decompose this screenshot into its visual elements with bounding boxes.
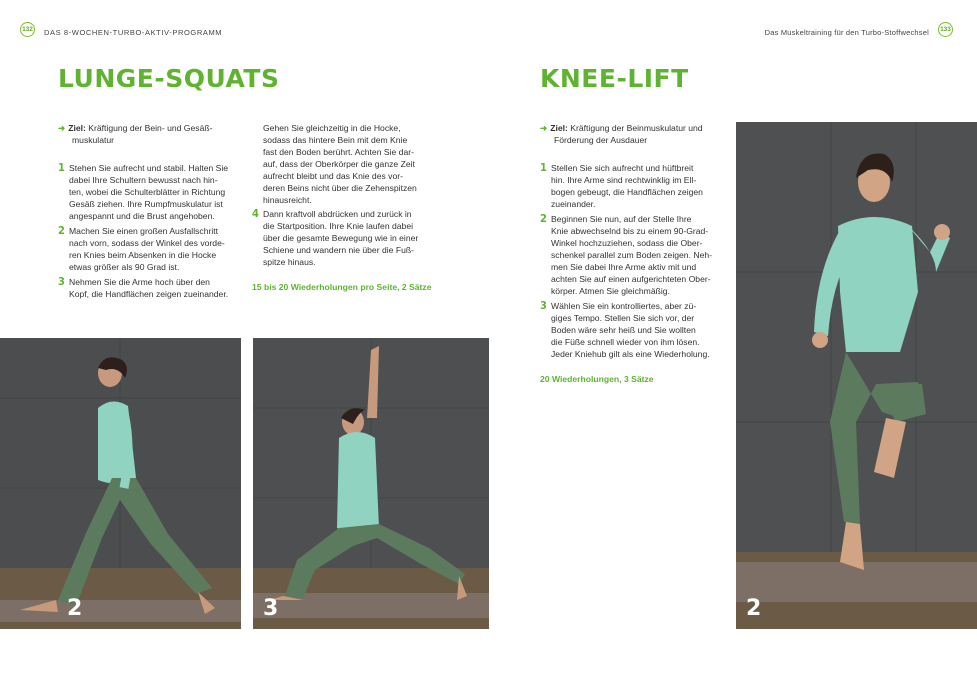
exercise-title-lunge-squats: LUNGE-SQUATS	[58, 64, 280, 93]
arrow-right-icon: ➜	[540, 123, 548, 133]
step-continuation: Gehen Sie gleichzeitig in die Hocke, sodass das hintere Bein mit dem Knie fast den Boden berührt. Achten Sie dar- auf, dass der Oberkörper die ganze Zeit aufrecht bleibt und das Knie des vor- deren Beins nicht über die Zehenspitzen hinausreicht.	[263, 123, 417, 205]
steps-column-1	[58, 162, 248, 300]
photo-step-label: 3	[263, 596, 279, 621]
page-number-badge: 132	[20, 22, 35, 37]
exercise-goal: ➜ Ziel: Kräftigung der Beinmuskulatur und Förderung der Ausdauer	[540, 123, 703, 145]
running-header-right: Das Muskeltraining für den Turbo-Stoffwechsel	[764, 28, 929, 37]
exercise-photo-step-3	[253, 338, 489, 629]
step-item: 1 Stehen Sie aufrecht und stabil. Halten Sie dabei Ihre Schultern bewusst nach hin- ten, wobei die Schulterblätter in Richtung Gesäß ziehen. Ihre Rumpfmuskulatur ist angespannt und die Brust angehoben.	[58, 161, 229, 221]
running-header-left: DAS 8-WOCHEN-TURBO-AKTIV-PROGRAMM	[44, 28, 223, 37]
step-item: 3 Wählen Sie ein kontrolliertes, aber zü- giges Tempo. Stellen Sie sich vor, der Boden wäre sehr heiß und Sie wollten die Füße schnell wieder von ihm lösen. Jeder Kniehub gilt als eine Wiederholung.	[540, 299, 710, 359]
step-item: 2 Machen Sie einen großen Ausfallschritt nach vorn, sodass der Winkel des vorde- ren Knies beim Absenken in die Hocke etwas größer als 90 Grad ist.	[58, 224, 225, 272]
repetitions-note: 15 bis 20 Wiederholungen pro Seite, 2 Sätze	[252, 282, 432, 292]
step-item: 3 Nehmen Sie die Arme hoch über den Kopf, die Handflächen zeigen zueinander.	[58, 275, 229, 299]
photo-step-label: 2	[67, 596, 83, 621]
page-number-badge-right: 133	[938, 22, 953, 37]
repetitions-note: 20 Wiederholungen, 3 Sätze	[540, 374, 654, 384]
steps-column-2	[252, 122, 452, 292]
exercise-photo-knee-lift	[736, 122, 977, 629]
exercise-photo-step-2	[0, 338, 241, 629]
steps-column	[540, 162, 730, 384]
arrow-right-icon: ➜	[58, 123, 66, 133]
photo-step-label: 2	[746, 596, 762, 621]
step-item: 4 Dann kraftvoll abdrücken und zurück in die Startposition. Ihre Knie laufen dabei über die gesamte Bewegung wie in einer Schiene und wandern nie über die Fuß- spitze hinaus.	[252, 207, 419, 267]
step-item: 1 Stellen Sie sich aufrecht und hüftbreit hin. Ihre Arme sind rechtwinklig im Ell- bogen gebeugt, die Handflächen zeigen zueinander.	[540, 161, 703, 209]
step-item: 2 Beginnen Sie nun, auf der Stelle Ihre Knie abwechselnd bis zu einem 90-Grad- Winkel hochzuziehen, sodass die Ober- schenkel parallel zum Boden zeigen. Neh- men Sie dabei Ihre Arme aktiv mit und achten Sie auf einen aufgerichteten Ober- körper. Atmen Sie gleichmäßig.	[540, 212, 712, 296]
exercise-title-knee-lift: KNEE-LIFT	[540, 64, 689, 93]
exercise-goal: ➜ Ziel: Kräftigung der Bein- und Gesäß- muskulatur	[58, 123, 213, 145]
